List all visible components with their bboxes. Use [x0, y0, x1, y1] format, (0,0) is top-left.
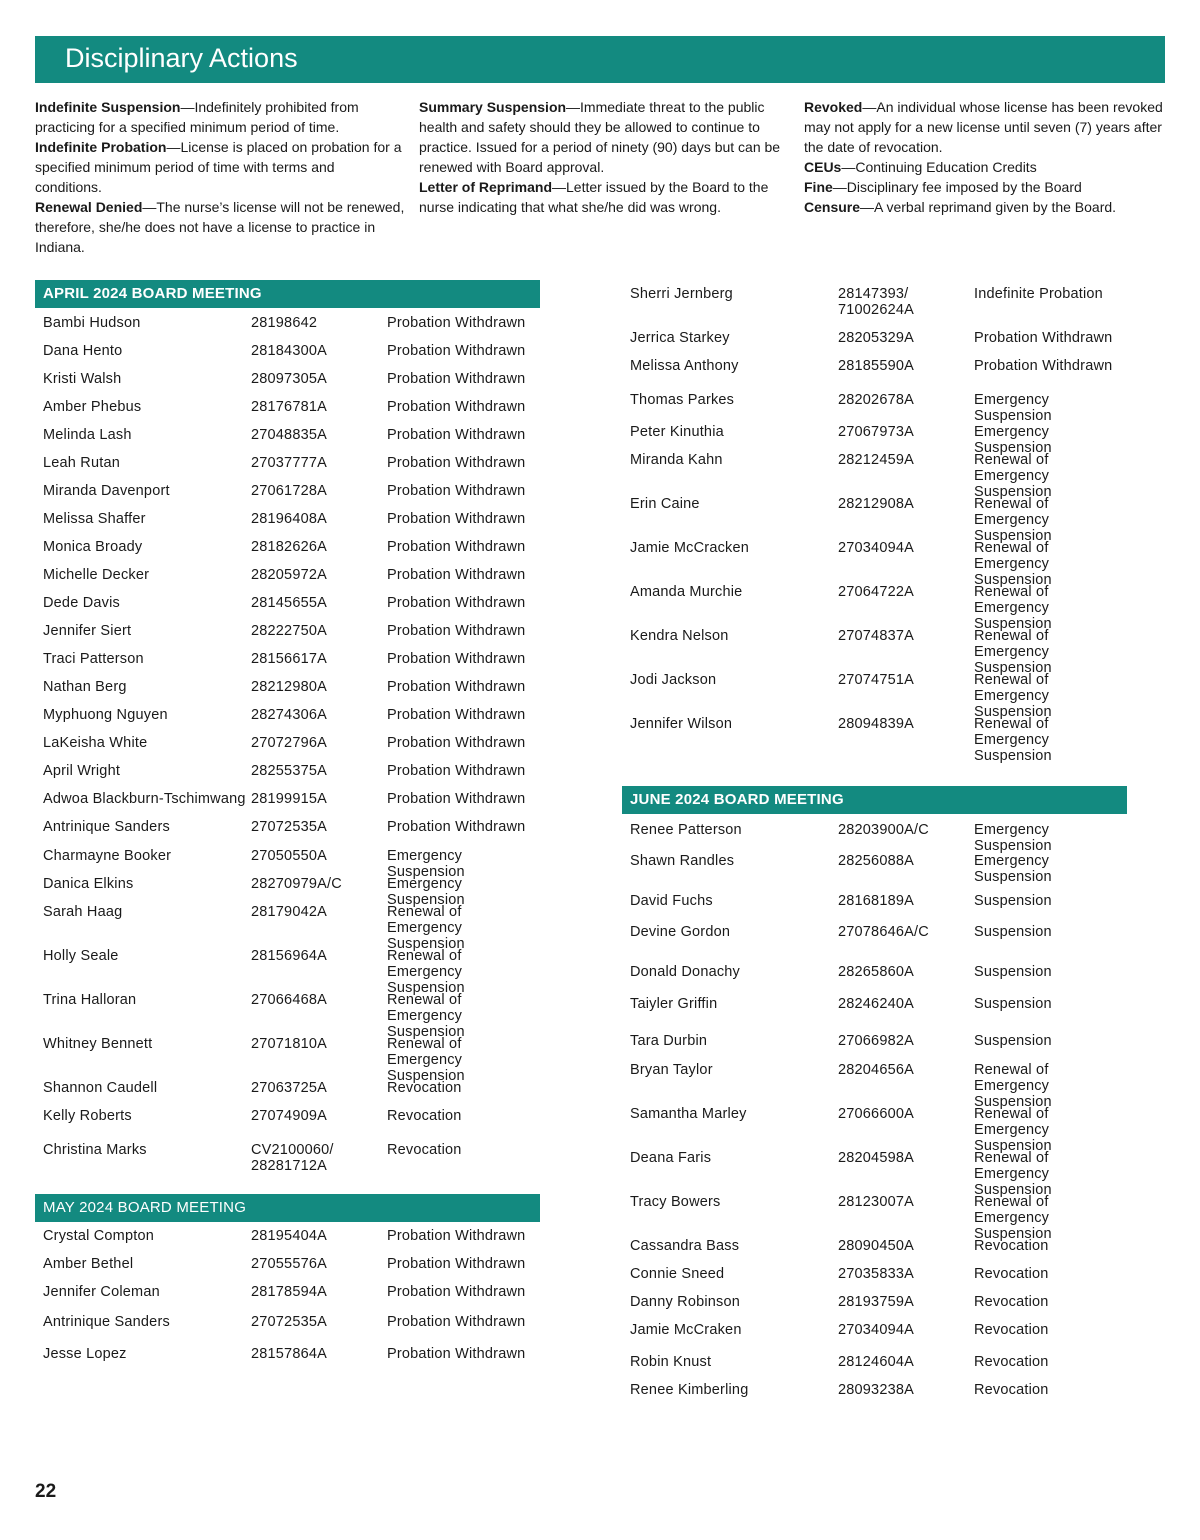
- def-text: —A verbal reprimand given by the Board.: [860, 199, 1117, 215]
- nurse-name: Jesse Lopez: [43, 1346, 127, 1362]
- may-meeting-heading: MAY 2024 BOARD MEETING: [35, 1194, 540, 1222]
- nurse-name: Antrinique Sanders: [43, 1314, 170, 1330]
- nurse-name: Christina Marks: [43, 1142, 147, 1158]
- license-number: 28205329A: [838, 330, 914, 346]
- disciplinary-action: Probation Withdrawn: [387, 623, 526, 639]
- disciplinary-action: Emergency Suspension: [974, 392, 1052, 424]
- license-number: 28212908A: [838, 496, 914, 512]
- disciplinary-action: Probation Withdrawn: [974, 358, 1113, 374]
- nurse-name: Erin Caine: [630, 496, 700, 512]
- def-term: Revoked: [804, 99, 863, 115]
- license-number: 27072796A: [251, 735, 327, 751]
- license-number: 27066982A: [838, 1033, 914, 1049]
- license-number: 27034094A: [838, 540, 914, 556]
- def-text: —Continuing Education Credits: [841, 159, 1037, 175]
- def-text: —License is placed on probation for a specified minimum period of time with terms and conditions.: [35, 139, 402, 195]
- disciplinary-action: Probation Withdrawn: [387, 679, 526, 695]
- nurse-name: Deana Faris: [630, 1150, 712, 1166]
- nurse-name: Jamie McCraken: [630, 1322, 742, 1338]
- disciplinary-action: Revocation: [387, 1142, 462, 1158]
- disciplinary-action: Renewal of Emergency Suspension: [974, 540, 1052, 588]
- nurse-name: Crystal Compton: [43, 1228, 154, 1244]
- definitions-column-2: [419, 97, 789, 217]
- nurse-name: Bambi Hudson: [43, 315, 141, 331]
- license-number: 28205972A: [251, 567, 327, 583]
- disciplinary-action: Probation Withdrawn: [387, 567, 526, 583]
- license-number: 27050550A: [251, 848, 327, 864]
- nurse-name: Jodi Jackson: [630, 672, 717, 688]
- nurse-name: Renee Patterson: [630, 822, 742, 838]
- license-number: 27071810A: [251, 1036, 327, 1052]
- nurse-name: Connie Sneed: [630, 1266, 725, 1282]
- disciplinary-action: Revocation: [974, 1238, 1049, 1254]
- nurse-name: David Fuchs: [630, 893, 713, 909]
- disciplinary-action: Probation Withdrawn: [387, 399, 526, 415]
- disciplinary-action: Renewal of Emergency Suspension: [974, 1194, 1052, 1242]
- nurse-name: Jerrica Starkey: [630, 330, 730, 346]
- nurse-name: Amber Bethel: [43, 1256, 134, 1272]
- disciplinary-action: Indefinite Probation: [974, 286, 1103, 302]
- license-number: CV2100060/ 28281712A: [251, 1142, 334, 1174]
- disciplinary-action: Suspension: [974, 1033, 1052, 1049]
- def-text: —Disciplinary fee imposed by the Board: [832, 179, 1082, 195]
- nurse-name: Danny Robinson: [630, 1294, 741, 1310]
- disciplinary-action: Renewal of Emergency Suspension: [974, 1062, 1052, 1110]
- nurse-name: Peter Kinuthia: [630, 424, 724, 440]
- disciplinary-action: Probation Withdrawn: [387, 1346, 526, 1362]
- disciplinary-action: Revocation: [974, 1322, 1049, 1338]
- disciplinary-action: Probation Withdrawn: [387, 343, 526, 359]
- def-text: —Indefinitely prohibited from practicing for a specified minimum period of time.: [35, 99, 359, 135]
- license-number: 28182626A: [251, 539, 327, 555]
- nurse-name: Shawn Randles: [630, 853, 735, 869]
- license-number: 28093238A: [838, 1382, 914, 1398]
- license-number: 27034094A: [838, 1322, 914, 1338]
- nurse-name: Sarah Haag: [43, 904, 123, 920]
- disciplinary-action: Emergency Suspension: [974, 424, 1052, 456]
- nurse-name: Taiyler Griffin: [630, 996, 718, 1012]
- license-number: 28256088A: [838, 853, 914, 869]
- license-number: 28123007A: [838, 1194, 914, 1210]
- nurse-name: Myphuong Nguyen: [43, 707, 168, 723]
- nurse-name: Tracy Bowers: [630, 1194, 721, 1210]
- disciplinary-action: Probation Withdrawn: [387, 1314, 526, 1330]
- nurse-name: Trina Halloran: [43, 992, 137, 1008]
- license-number: 28204656A: [838, 1062, 914, 1078]
- disciplinary-action: Suspension: [974, 893, 1052, 909]
- disciplinary-action: Renewal of Emergency Suspension: [974, 628, 1052, 676]
- license-number: 28090450A: [838, 1238, 914, 1254]
- license-number: 27037777A: [251, 455, 327, 471]
- nurse-name: Leah Rutan: [43, 455, 120, 471]
- license-number: 27035833A: [838, 1266, 914, 1282]
- disciplinary-action: Probation Withdrawn: [387, 819, 526, 835]
- def-text: —The nurse’s license will not be renewed, therefore, she/he does not have a license to practice in Indiana.: [35, 199, 405, 255]
- license-number: 28255375A: [251, 763, 327, 779]
- def-term: Indefinite Suspension: [35, 99, 181, 115]
- disciplinary-action: Probation Withdrawn: [387, 1228, 526, 1244]
- def-term: Renewal Denied: [35, 199, 143, 215]
- nurse-name: Amber Phebus: [43, 399, 142, 415]
- license-number: 28274306A: [251, 707, 327, 723]
- nurse-name: Holly Seale: [43, 948, 119, 964]
- title-banner: [35, 36, 1165, 83]
- license-number: 28168189A: [838, 893, 914, 909]
- disciplinary-action: Probation Withdrawn: [387, 511, 526, 527]
- def-term: Fine: [804, 179, 833, 195]
- license-number: 27048835A: [251, 427, 327, 443]
- license-number: 28184300A: [251, 343, 327, 359]
- disciplinary-action: Renewal of Emergency Suspension: [387, 1036, 465, 1084]
- disciplinary-action: Probation Withdrawn: [387, 427, 526, 443]
- license-number: 28157864A: [251, 1346, 327, 1362]
- nurse-name: Dede Davis: [43, 595, 120, 611]
- disciplinary-action: Renewal of Emergency Suspension: [387, 948, 465, 996]
- nurse-name: Miranda Davenport: [43, 483, 170, 499]
- nurse-name: Whitney Bennett: [43, 1036, 153, 1052]
- license-number: 28199915A: [251, 791, 327, 807]
- disciplinary-action: Revocation: [974, 1266, 1049, 1282]
- license-number: 27067973A: [838, 424, 914, 440]
- nurse-name: Bryan Taylor: [630, 1062, 713, 1078]
- nurse-name: Kelly Roberts: [43, 1108, 132, 1124]
- license-number: 27066600A: [838, 1106, 914, 1122]
- license-number: 28198642: [251, 315, 318, 331]
- nurse-name: Shannon Caudell: [43, 1080, 158, 1096]
- license-number: 28147393/ 71002624A: [838, 286, 914, 318]
- disciplinary-action: Probation Withdrawn: [387, 371, 526, 387]
- disciplinary-action: Suspension: [974, 964, 1052, 980]
- june-meeting-heading: JUNE 2024 BOARD MEETING: [622, 786, 1127, 814]
- nurse-name: Miranda Kahn: [630, 452, 723, 468]
- nurse-name: Charmayne Booker: [43, 848, 172, 864]
- license-number: 28246240A: [838, 996, 914, 1012]
- license-number: 27063725A: [251, 1080, 327, 1096]
- definitions-column-3: [804, 97, 1174, 217]
- license-number: 28097305A: [251, 371, 327, 387]
- nurse-name: Kristi Walsh: [43, 371, 122, 387]
- nurse-name: Thomas Parkes: [630, 392, 735, 408]
- license-number: 28202678A: [838, 392, 914, 408]
- nurse-name: LaKeisha White: [43, 735, 148, 751]
- nurse-name: Tara Durbin: [630, 1033, 708, 1049]
- nurse-name: April Wright: [43, 763, 121, 779]
- disciplinary-action: Suspension: [974, 924, 1052, 940]
- nurse-name: Jennifer Coleman: [43, 1284, 160, 1300]
- nurse-name: Dana Hento: [43, 343, 123, 359]
- license-number: 27072535A: [251, 1314, 327, 1330]
- license-number: 28156617A: [251, 651, 327, 667]
- nurse-name: Samantha Marley: [630, 1106, 747, 1122]
- license-number: 28195404A: [251, 1228, 327, 1244]
- license-number: 28094839A: [838, 716, 914, 732]
- def-text: —Letter issued by the Board to the nurse indicating that what she/he did was wrong.: [419, 179, 769, 215]
- nurse-name: Melinda Lash: [43, 427, 132, 443]
- disciplinary-action: Probation Withdrawn: [387, 483, 526, 499]
- disciplinary-action: Emergency Suspension: [387, 848, 465, 880]
- license-number: 28179042A: [251, 904, 327, 920]
- nurse-name: Adwoa Blackburn-Tschimwang: [43, 791, 246, 807]
- disciplinary-action: Probation Withdrawn: [387, 651, 526, 667]
- license-number: 28212459A: [838, 452, 914, 468]
- license-number: 27061728A: [251, 483, 327, 499]
- nurse-name: Donald Donachy: [630, 964, 741, 980]
- disciplinary-action: Renewal of Emergency Suspension: [974, 1106, 1052, 1154]
- disciplinary-action: Renewal of Emergency Suspension: [974, 496, 1052, 544]
- def-text: —An individual whose license has been revoked may not apply for a new license until seven (7) years after the date of revocation.: [804, 99, 1163, 155]
- def-term: Censure: [804, 199, 861, 215]
- disciplinary-action: Revocation: [974, 1294, 1049, 1310]
- nurse-name: Devine Gordon: [630, 924, 731, 940]
- def-term: Summary Suspension: [419, 99, 567, 115]
- page-title: Disciplinary Actions: [65, 43, 298, 73]
- nurse-name: Monica Broady: [43, 539, 143, 555]
- april-meeting-heading: APRIL 2024 BOARD MEETING: [35, 280, 540, 308]
- license-number: 27066468A: [251, 992, 327, 1008]
- disciplinary-action: Suspension: [974, 996, 1052, 1012]
- nurse-name: Jennifer Siert: [43, 623, 132, 639]
- disciplinary-action: Probation Withdrawn: [387, 1256, 526, 1272]
- license-number: 27072535A: [251, 819, 327, 835]
- disciplinary-action: Probation Withdrawn: [387, 455, 526, 471]
- nurse-name: Jennifer Wilson: [630, 716, 733, 732]
- license-number: 28203900A/C: [838, 822, 929, 838]
- nurse-name: Melissa Shaffer: [43, 511, 146, 527]
- license-number: 28265860A: [838, 964, 914, 980]
- nurse-name: Cassandra Bass: [630, 1238, 740, 1254]
- disciplinary-action: Probation Withdrawn: [387, 791, 526, 807]
- disciplinary-action: Emergency Suspension: [387, 876, 465, 908]
- nurse-name: Traci Patterson: [43, 651, 144, 667]
- def-term: CEUs: [804, 159, 842, 175]
- disciplinary-action: Revocation: [387, 1080, 462, 1096]
- disciplinary-action: Probation Withdrawn: [387, 1284, 526, 1300]
- license-number: 28178594A: [251, 1284, 327, 1300]
- disciplinary-action: Renewal of Emergency Suspension: [387, 992, 465, 1040]
- nurse-name: Melissa Anthony: [630, 358, 739, 374]
- disciplinary-action: Revocation: [974, 1382, 1049, 1398]
- disciplinary-action: Revocation: [974, 1354, 1049, 1370]
- license-number: 28212980A: [251, 679, 327, 695]
- license-number: 28270979A/C: [251, 876, 342, 892]
- page-number: 22: [35, 1481, 57, 1502]
- disciplinary-action: Probation Withdrawn: [387, 735, 526, 751]
- license-number: 27055576A: [251, 1256, 327, 1272]
- nurse-name: Jamie McCracken: [630, 540, 750, 556]
- license-number: 28124604A: [838, 1354, 914, 1370]
- license-number: 28145655A: [251, 595, 327, 611]
- disciplinary-action: Renewal of Emergency Suspension: [387, 904, 465, 952]
- disciplinary-action: Renewal of Emergency Suspension: [974, 584, 1052, 632]
- disciplinary-action: Probation Withdrawn: [387, 539, 526, 555]
- disciplinary-action: Probation Withdrawn: [387, 707, 526, 723]
- disciplinary-action: Probation Withdrawn: [387, 315, 526, 331]
- disciplinary-action: Renewal of Emergency Suspension: [974, 716, 1052, 764]
- license-number: 28176781A: [251, 399, 327, 415]
- license-number: 27074909A: [251, 1108, 327, 1124]
- license-number: 28156964A: [251, 948, 327, 964]
- license-number: 27064722A: [838, 584, 914, 600]
- disciplinary-action: Revocation: [387, 1108, 462, 1124]
- nurse-name: Amanda Murchie: [630, 584, 743, 600]
- license-number: 27078646A/C: [838, 924, 929, 940]
- disciplinary-action: Probation Withdrawn: [387, 763, 526, 779]
- license-number: 27074751A: [838, 672, 914, 688]
- license-number: 28204598A: [838, 1150, 914, 1166]
- def-term: Indefinite Probation: [35, 139, 167, 155]
- nurse-name: Antrinique Sanders: [43, 819, 170, 835]
- license-number: 28196408A: [251, 511, 327, 527]
- nurse-name: Sherri Jernberg: [630, 286, 733, 302]
- license-number: 27074837A: [838, 628, 914, 644]
- disciplinary-action: Renewal of Emergency Suspension: [974, 452, 1052, 500]
- disciplinary-action: Renewal of Emergency Suspension: [974, 1150, 1052, 1198]
- definitions-column-1: [35, 97, 405, 257]
- nurse-name: Renee Kimberling: [630, 1382, 749, 1398]
- disciplinary-action: Probation Withdrawn: [974, 330, 1113, 346]
- nurse-name: Nathan Berg: [43, 679, 127, 695]
- nurse-name: Danica Elkins: [43, 876, 134, 892]
- def-text: —Immediate threat to the public health and safety should they be allowed to continue to practice. Issued for a period of ninety (90) days but can be renewed with Board approval.: [419, 99, 781, 175]
- license-number: 28193759A: [838, 1294, 914, 1310]
- nurse-name: Robin Knust: [630, 1354, 712, 1370]
- license-number: 28222750A: [251, 623, 327, 639]
- def-term: Letter of Reprimand: [419, 179, 553, 195]
- license-number: 28185590A: [838, 358, 914, 374]
- disciplinary-action: Renewal of Emergency Suspension: [974, 672, 1052, 720]
- disciplinary-action: Probation Withdrawn: [387, 595, 526, 611]
- nurse-name: Kendra Nelson: [630, 628, 729, 644]
- disciplinary-action: Emergency Suspension: [974, 822, 1052, 854]
- nurse-name: Michelle Decker: [43, 567, 150, 583]
- disciplinary-action: Emergency Suspension: [974, 853, 1052, 885]
